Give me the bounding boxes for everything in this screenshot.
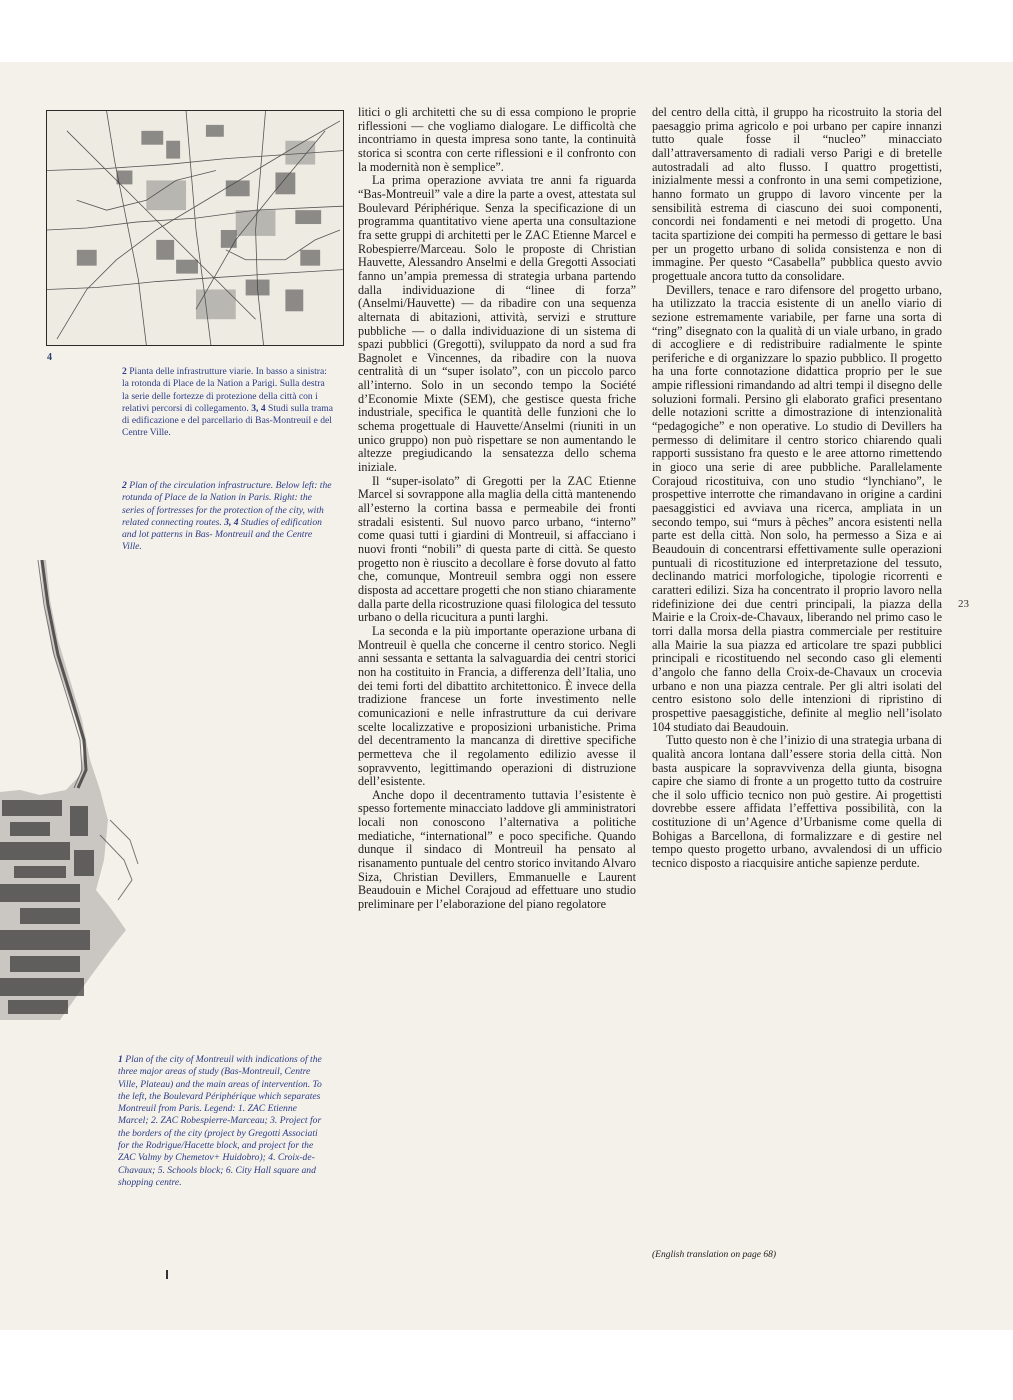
caption-bottom-number: 1 <box>118 1054 123 1065</box>
caption-english-text: Plan of the circulation infrastructure. Below left: the rotunda of Place de la Nation in Paris. Right: the series of fortresses for the protection of the city, with related connecting routes. <box>122 480 332 528</box>
paragraph: Anche dopo il decentramento tuttavia l’esistente è spesso fortemente minacciato laddove gli amministratori locali non conoscono l’alternativa a politiche mediatiche, “international” e poco specifiche. Quando dunque il sindaco di Montreuil ha pensato al risanamento puntuale del centro storico invitando Alvaro Siza, Christian Devillers, Emmanuelle e Laurent Beaudouin e Michel Corajoud ad effettuare uno studio preliminare per l’elaborazione del piano regolatore <box>358 787 636 912</box>
street-map-drawing <box>47 111 343 345</box>
paragraph: litici o gli architetti che su di essa compiono le proprie riflessioni — che vogliamo dialogare. Le difficoltà che incontriamo in questa impresa sono tante, la continuità storica si scontra con certe riflessioni e il confronto con la modernità non è semplice”. <box>358 105 636 174</box>
article-column-middle <box>358 106 636 912</box>
caption-italian-2-number: 3, 4 <box>251 402 266 414</box>
city-strip-map-drawing <box>0 560 140 1020</box>
paragraph: Tutto questo non è che l’inizio di una strategia urbana di qualità ancora lontana dall’essere storia della città. Non basta auspicare la sopravvivenza della giunta, bisogna capire che siamo di fronte a un progetto tutto da costruire che il solo ufficio tecnico non può gestire. Ai progettisti dovrebbe essere affidata l’effettiva possibilità, con la costituzione di un’Agence d’Urbanisme come quella di Bohigas a Barcellona, di formalizzare e di gestire nel tempo questo progetto urbano, avvalendosi di un ufficio tecnico disposto a riacquisire antiche sapienze perdute. <box>652 733 942 871</box>
caption-bottom <box>118 1054 324 1189</box>
caption-english-number: 2 <box>122 480 127 491</box>
street-map-figure <box>46 110 344 346</box>
caption-bottom-text: Plan of the city of Montreuil with indications of the three major areas of study (Bas-Montreuil, Centre Ville, Plateau) and the main areas of intervention. To the left, the Boulevard Périphérique which separates Montreuil from Paris. Legend: 1. ZAC Etienne Marcel; 2. ZAC Robespierre-Marceau; 3. Project for the borders of the city (project by Gregotti Associati for the Rodrigue/Hacette block, and project for the ZAC Valmy by Chemetov+ Huidobro); 4. Croix-de-Chavaux; 5. Schools block; 6. City Hall square and shopping centre. <box>118 1054 322 1188</box>
paragraph: Devillers, tenace e raro difensore del progetto urbano, ha utilizzato la traccia esistente di un anello viario di sezione estremamente variabile, per farne una sorta di “ring” disegnato con la qualità di un viale urbano, in grado di accogliere e di redistribuire radialmente le spinte periferiche e di organizzare lo spazio pubblico. Il progetto ha una forte connotazione didattica proprio per le sue ampie riflessioni rimandando ad altri tempi il disegno delle soluzioni formali. Persino gli elaborato grafici presentano delle notazioni scritte a dimostrazione di intenzionalità “pedagogiche” e non operative. Lo studio di Devillers ha permesso di delimitare il centro storico chiarendo quali rapporti sussistano fra questo e le aree attorno rimettendo in gioco una serie di aree pubbliche. Parallelamente Corajoud ricostituiva, con uno studio “lynchiano”, le prospettive interrotte che rimandavano in origine a cardini paesaggistici ed avviava una ricerca, ampliata in un secondo tempo, sui “murs à pêches” ancora esistenti nella parte est della città. Non solo, ha permesso a Siza e ai Beaudouin di concentrarsi effettivamente sulle operazioni puntuali di ricostituzione ed interpretazione del tessuto, declinando matrici morfologiche, tipologie ricorrenti e caratteri edilizi. Siza ha concentrato il proprio lavoro nella ridefinizione dei due centri principali, la piazza della Mairie e la Croix-de-Chavaux, liberando nel primo caso le torri dalla morsa della piastra commerciale per restituire alla Mairie la sua piazza ed articolare tre spazi pubblici principali e ricostituendo nel secondo caso gli elementi d’angolo che fanno della Croix-de-Chavaux un crocevia urbano e non una piazza centrale. Per gli altri isolati del centro esistono solo delle intenzioni di ripristino di prospettive paesaggistiche, definite al meglio nell’isolato 104 studiato dai Beaudouin. <box>652 282 942 734</box>
print-mark <box>166 1270 168 1279</box>
paragraph: del centro della città, il gruppo ha ricostruito la storia del paesaggio prima agricolo e poi urbano per capire innanzi tutto quale fosse il “nucleo” minacciato dall’attraversamento di radiali verso Parigi e di bretelle autostradali ad alto flusso. I quattro progettisti, inizialmente messi a confronto in una semi competizione, hanno formato un gruppo di lavoro vincente per la sensibilità estrema di ciascuno dei suoi componenti, concordi nei fondamenti e nei metodi di progetto. Una tacita spartizione dei compiti ha permesso di gettare le basi per un progetto urbano di solida consistenza e non di immagine. Per questo “Casabella” pubblica questo avvio progettuale ancora tutto da consolidare. <box>652 105 942 283</box>
article-column-right <box>652 106 942 871</box>
paragraph: La seconda e la più importante operazione urbana di Montreuil è quella che concerne il centro storico. Negli anni sessanta e settanta la salvaguardia dei centri storici non ha costituito in Francia, a differenza dell’Italia, uno dei temi forti del dibattito architettonico. È invece della tradizione francese un forte investimento nelle comunicazioni e nelle infrastrutture da cui derivare scelte localizzative e proposizioni urbanistiche. Prima del decentramento la mancanza di direttive specifiche permetteva che il regolamento edilizio avesse il sopravvento, legittimando operazioni di distruzione dell’esistente. <box>358 623 636 789</box>
page-number: 23 <box>958 598 969 610</box>
caption-english-2-text: Studies of edification and lot patterns in Bas- Montreuil and the Centre Ville. <box>122 516 322 553</box>
translation-note: (English translation on page 68) <box>652 1250 777 1260</box>
caption-english-2-number: 3, 4 <box>224 516 239 528</box>
paragraph: La prima operazione avviata tre anni fa riguarda “Bas-Montreuil” vale a dire la parte a ovest, attestata sul Boulevard Périphérique. Senza la specificazione di un programma quantitativo viene aperta una consultazione fra sette gruppi di architetti per le ZAC Etienne Marcel e Robespierre/Marceau. Solo le proposte di Christian Hauvette, Alessandro Anselmi e della Gregotti Associati fanno un’ampia premessa di strategia urbana partendo dalla individuazione di “linee di forza” (Anselmi/Hauvette) — da ribadire con una sequenza alternata di abitazioni, attività, servizi e strutture pubbliche — o dalla individuazione di un sistema di spazi pubblici (Gregotti), sviluppato da nord a sud fra Bagnolet e Vincennes, da ribadire con la nuova centralità di un “super isolato”, con un piccolo parco all’interno. Solo in un secondo tempo la Société d’Economie Mixte (SEM), che gestisce questa friche industriale, specifica le quantità delle funzioni che lo schema progettuale di Hauvette/Anselmi (riuniti in un unico gruppo) non può rispettare se non aumentando le altezze pregiudicando la sensatezza dello schema iniziale. <box>358 173 636 475</box>
caption-italian-2-text: Studi sulla trama di edificazione e del parcellario di Bas-Montreuil e del Centre Ville. <box>122 402 334 439</box>
paragraph: Il “super-isolato” di Gregotti per la ZAC Etienne Marcel si sovrappone alla maglia della città mantenendo all’esterno la cortina bassa e permeabile dei fronti stradali esistenti. Sul nuovo parco urbano, “interno” come quasi tutti i giardini di Montreuil, si affacciano i nuovi fronti “nobili” di questa parte di città. Se questo progetto non è riuscito a decollare è forse dovuto al fatto che, comunque, Montreuil sembra oggi non essere disposta ad accettare progetti che non stiano chiaramente dalla parte della ricostruzione quasi filologica del tessuto urbano o della ricucitura a punti larghi. <box>358 473 636 625</box>
caption-italian-text: Pianta delle infrastrutture viarie. In basso a sinistra: la rotonda di Place de la Nation a Parigi. Sulla destra la serie delle fortezze di protezione della città con i relativi percorsi di collegamento. <box>122 366 327 414</box>
caption-english <box>122 480 334 554</box>
city-strip-map <box>0 560 140 1020</box>
figure-number: 4 <box>47 352 52 363</box>
caption-italian-number: 2 <box>122 366 127 377</box>
caption-italian <box>122 366 334 440</box>
